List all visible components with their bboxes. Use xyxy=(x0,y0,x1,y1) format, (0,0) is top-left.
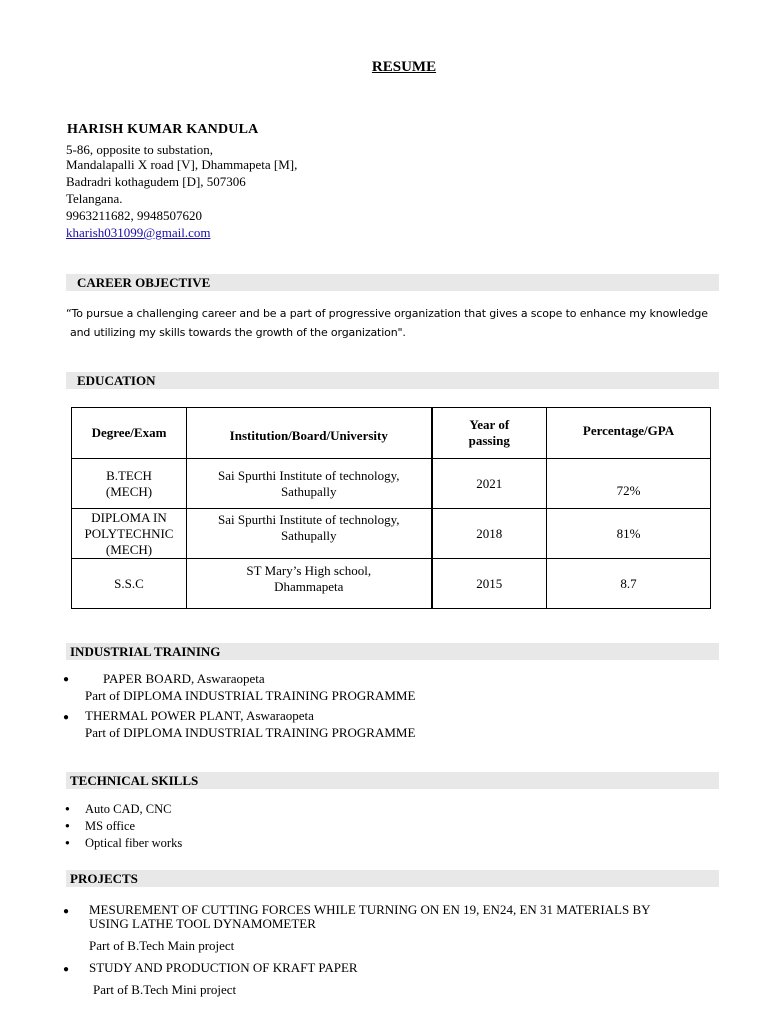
skill-item: MS office xyxy=(85,819,136,833)
score-cell: 72% xyxy=(547,459,711,509)
institution-cell: Sai Spurthi Institute of technology, Sathupally xyxy=(187,509,432,559)
career-objective-section xyxy=(66,274,719,291)
column-header: Percentage/GPA xyxy=(547,408,711,459)
column-header: Degree/Exam xyxy=(72,408,187,459)
degree-cell: B.TECH (MECH) xyxy=(72,459,187,509)
institution-cell: Sai Spurthi Institute of technology, Sathupally xyxy=(187,459,432,509)
projects-section xyxy=(66,870,719,887)
bullet-icon: ● xyxy=(63,906,70,917)
column-header: Year of passing xyxy=(432,408,547,459)
section-heading: EDUCATION xyxy=(77,373,156,388)
column-header: Institution/Board/University xyxy=(187,408,432,459)
year-cell: 2021 xyxy=(432,459,547,509)
technical-skills-section xyxy=(66,772,719,789)
skill-item: Auto CAD, CNC xyxy=(85,802,172,816)
address-line: Telangana. xyxy=(66,191,123,206)
address-line: Badradri kothagudem [D], 507306 xyxy=(66,174,246,189)
address-line: 5-86, opposite to substation, xyxy=(66,142,213,157)
education-section xyxy=(66,372,719,389)
bullet-icon: ● xyxy=(63,674,70,685)
project-detail: Part of B.Tech Main project xyxy=(89,938,235,953)
document-title: RESUME xyxy=(371,59,437,75)
table-row xyxy=(72,559,711,609)
section-heading: CAREER OBJECTIVE xyxy=(77,275,211,290)
degree-cell: S.S.C xyxy=(72,559,187,609)
bullet-icon: ● xyxy=(63,964,70,975)
section-heading: TECHNICAL SKILLS xyxy=(70,773,199,788)
project-title-line: MESUREMENT OF CUTTING FORCES WHILE TURNING ON EN 19, EN24, EN 31 MATERIALS BY xyxy=(89,902,651,917)
degree-cell: DIPLOMA IN POLYTECHNIC (MECH) xyxy=(72,509,187,559)
address-line: Mandalapalli X road [V], Dhammapeta [M], xyxy=(66,157,298,172)
year-cell: 2015 xyxy=(432,559,547,609)
industrial-training-section xyxy=(66,643,719,660)
training-title: PAPER BOARD, Aswaraopeta xyxy=(103,671,265,686)
project-title-line: STUDY AND PRODUCTION OF KRAFT PAPER xyxy=(89,960,358,975)
training-detail: Part of DIPLOMA INDUSTRIAL TRAINING PROGRAMME xyxy=(85,725,416,740)
email-link[interactable]: kharish031099@gmail.com xyxy=(66,225,211,240)
table-header-row xyxy=(72,408,711,459)
bullet-icon: ● xyxy=(65,838,70,847)
applicant-name: HARISH KUMAR KANDULA xyxy=(67,122,259,137)
institution-cell: ST Mary’s High school, Dhammapeta xyxy=(187,559,432,609)
score-cell: 81% xyxy=(547,509,711,559)
bullet-icon: ● xyxy=(65,804,70,813)
section-heading: PROJECTS xyxy=(70,871,138,886)
bullet-icon: ● xyxy=(65,821,70,830)
project-title-line: USING LATHE TOOL DYNAMOMETER xyxy=(89,916,316,931)
objective-line: and utilizing my skills towards the growth of the organization". xyxy=(70,326,406,339)
training-detail: Part of DIPLOMA INDUSTRIAL TRAINING PROGRAMME xyxy=(85,688,416,703)
bullet-icon: ● xyxy=(63,712,70,723)
education-table xyxy=(71,407,711,609)
year-cell: 2018 xyxy=(432,509,547,559)
objective-line: “To pursue a challenging career and be a part of progressive organization that gives a scope to enhance my knowledge xyxy=(66,307,708,320)
table-row xyxy=(72,509,711,559)
table-row xyxy=(72,459,711,509)
score-cell: 8.7 xyxy=(547,559,711,609)
project-detail: Part of B.Tech Mini project xyxy=(93,982,237,997)
skill-item: Optical fiber works xyxy=(85,836,183,850)
section-heading: INDUSTRIAL TRAINING xyxy=(70,644,221,659)
training-title: THERMAL POWER PLANT, Aswaraopeta xyxy=(85,708,314,723)
phone-numbers: 9963211682, 9948507620 xyxy=(66,208,203,223)
